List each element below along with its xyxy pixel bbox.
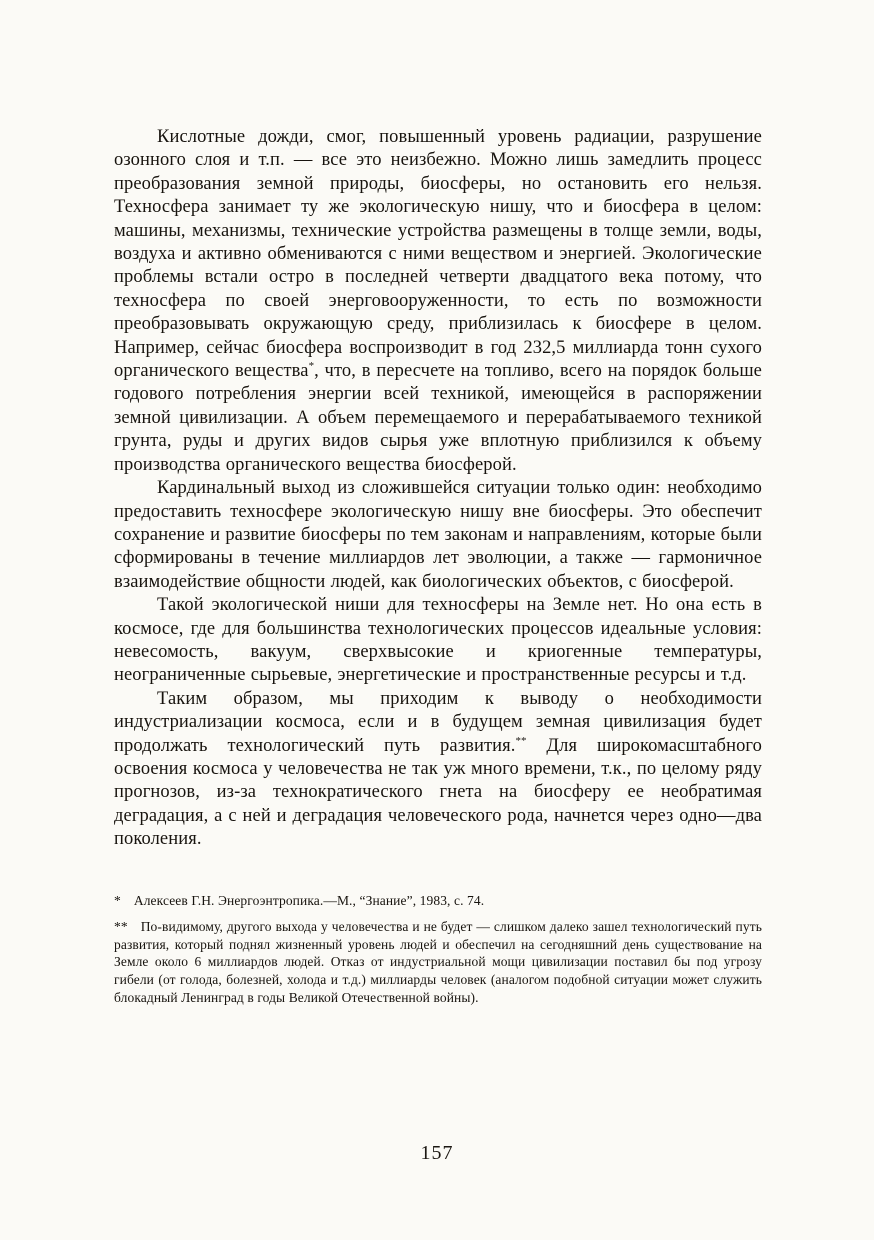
paragraph-3: Такой экологической ниши для техносферы на Земле нет. Но она есть в космосе, где для большинства технологических процессов идеальные условия: невесомость, вакуум, сверхвысокие и криогенные температуры, неограниченные сырьевые, энергетические и пространственные ресурсы и т.д. — [114, 595, 762, 686]
footnote-2-text: По-видимому, другого выхода у человечества и не будет — слишком далеко зашел технологический путь развития, который поднял жизненный уровень людей и обеспечил на сегодняшний день существование на Земле около 6 миллиардов людей. Отказ от индустриальной мощи цивилизации поставил бы под угрозу гибели (от голода, болезней, холода и т.д.) миллиарды человек (аналогом подобной ситуации может служить блокадный Ленинград в годы Великой Отечественной войны). — [114, 919, 762, 1005]
footnote-1-text: Алексеев Г.Н. Энергоэнтропика.—М., “Знание”, 1983, с. 74. — [133, 892, 485, 908]
paragraph-1-text: Кислотные дожди, смог, повышенный уровень радиации, разрушение озонного слоя и т.п. — все это неизбежно. Можно лишь замедлить процесс преобразования земной природы, биосферы, но остановить его нельзя. Техносфера занимает ту же экологическую нишу, что и биосфера в целом: машины, механизмы, технические устройства размещены в толще земли, воды, воздуха и активно обмениваются с ними веществом и энергией. Экологические проблемы встали остро в последней четверти двадцатого века потому, что техносфера по своей энерговооруженности, то есть по возможности преобразовывать окружающую среду, приблизилась к биосфере в целом. Например, сейчас биосфера воспроизводит в год 232,5 миллиарда тонн сухого органического вещества — [114, 127, 762, 382]
footnote-ref-1: * — [308, 359, 315, 372]
paragraph-1 — [114, 126, 762, 477]
footnote-1 — [114, 892, 762, 910]
paragraph-4-text-continued: Для широкомасштабного освоения космоса у человечества не так уж много времени, т.к., по целому ряду прогнозов, из-за технократического гнета на биосферу ее необратимая деградация, а с ней и деградация человеческого рода, начнется через одно—два поколения. — [114, 735, 762, 850]
page-number: 157 — [420, 1142, 454, 1164]
paragraph-1-text-continued: , что, в пересчете на топливо, всего на порядок больше годового потребления энергии всей техникой, имеющейся в распоряжении земной цивилизации. А объем перемещаемого и перерабатываемого техникой грунта, руды и других видов сырья уже вплотную приблизился к объему производства органического вещества биосферой. — [114, 361, 762, 475]
page-body — [114, 126, 762, 852]
paragraph-4 — [114, 688, 762, 852]
paragraph-2: Кардинальный выход из сложившейся ситуации только один: необходимо предоставить техносфере экологическую нишу вне биосферы. Это обеспечит сохранение и развитие биосферы по тем законам и направлениям, которые были сформированы в течение миллиардов лет эволюции, а также — гармоничное взаимодействие общности людей, как биологических объектов, с биосферой. — [114, 478, 762, 592]
footnote-2 — [114, 918, 762, 1006]
paragraph-4-text: Таким образом, мы приходим к выводу о необходимости индустриализации космоса, если и в будущем земная цивилизация будет продолжать технологический путь развития. — [114, 688, 762, 756]
footnote-1-marker: * — [114, 892, 121, 908]
footnote-ref-2: ** — [515, 734, 527, 747]
footnotes-section — [114, 892, 762, 1007]
footnote-2-marker: ** — [114, 919, 128, 935]
